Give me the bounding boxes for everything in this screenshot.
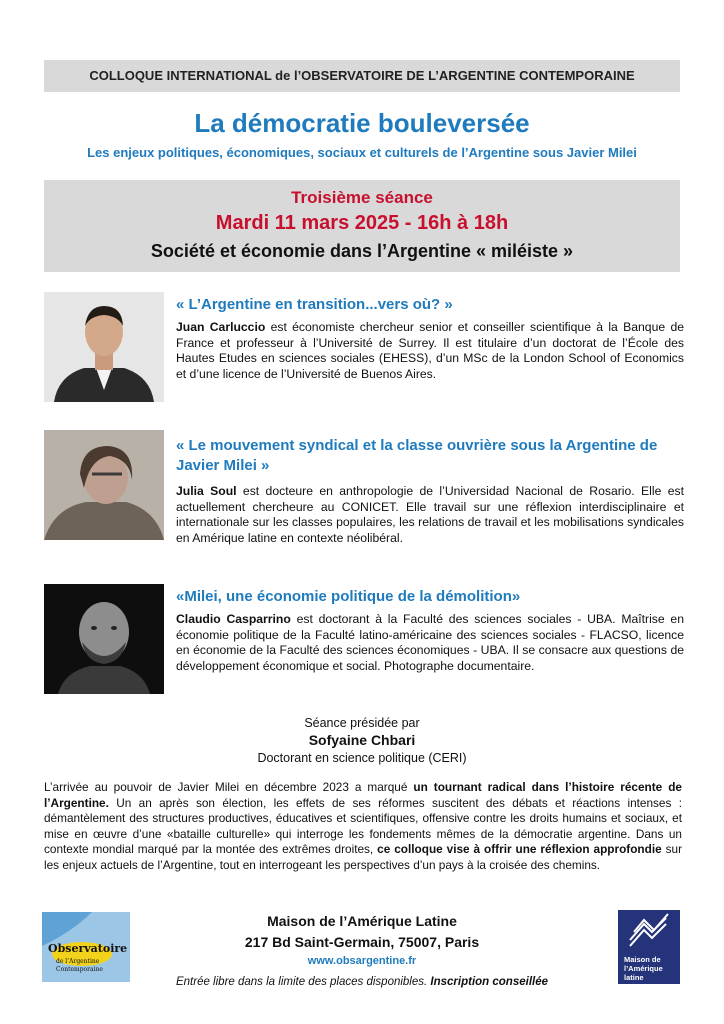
speaker-name-2: Julia Soul — [176, 484, 237, 498]
session-box — [44, 180, 680, 272]
speaker-bio-3 — [176, 612, 684, 674]
talk-title-3: «Milei, une économie politique de la démolition» — [176, 588, 521, 605]
entry-note — [0, 976, 724, 988]
speaker-photo-carluccio — [44, 292, 164, 402]
maison-logo-line2: l’Amérique — [624, 964, 663, 973]
speaker-bio-text-2: est docteure en anthropologie de l’Universidad Nacional de Rosario. Elle est actuellement chercheure au CONICET. Elle travail sur une réflexion interdisciplinaire et internationale sur les classes populaires, les relations de travail et les mobilisations syndicales en Amérique latine en contexte néolibéral. — [176, 484, 684, 545]
speaker-photo-soul — [44, 430, 164, 540]
speaker-name-1: Juan Carluccio — [176, 320, 266, 334]
session-theme: Société et économie dans l’Argentine « miléiste » — [150, 241, 574, 261]
speaker-bio-text-1: est économiste chercheur senior et conseiller scientifique à la Banque de France et professeur à l’Université de Surrey. Il est titulaire d’un doctorat de l’École des Hautes Etudes en sciences sociales (EHESS), d’un MSc de la London School of Economics et d’une licence de l’Université de Buenos Aires. — [176, 320, 684, 381]
speaker-photo-casparrino — [44, 584, 164, 694]
maison-logo-line3: latine — [624, 973, 644, 982]
intro-bold-2: ce colloque vise à offrir une réflexion approfondie — [377, 842, 662, 856]
website-link[interactable]: www.obsargentine.fr — [307, 955, 417, 967]
observatoire-logo-line2: de l’Argentine — [56, 958, 100, 965]
subtitle: Les enjeux politiques, économiques, sociaux et culturels de l’Argentine sous Javier Milei — [87, 145, 637, 160]
registration-note: Inscription conseillée — [430, 976, 548, 988]
intro-text-1: L’arrivée au pouvoir de Javier Milei en décembre 2023 a marqué — [44, 780, 414, 794]
observatoire-logo-line1: Observatoire — [48, 942, 128, 955]
intro-text-2: Un an après son élection, les effets de ses réformes suscitent des débats et réactions intenses : démantèlement des structures productives, éducatives et scientifiques, offensive contre les droits humains et sociaux, et mise en œuvre d’une «bataille culturelle» qui interroge les fondements mêmes de la démocratie argentine. Dans un contexte mondial marqué par la montée des extrêmes droites, — [44, 795, 682, 856]
maison-logo-line1: Maison de — [624, 955, 661, 964]
main-title: La démocratie bouleversée — [194, 108, 530, 138]
venue-name: Maison de l’Amérique Latine — [267, 913, 457, 929]
intro-paragraph — [44, 780, 682, 873]
speaker-bio-text-3: est doctorant à la Faculté des sciences sociales - UBA. Maîtrise en économie politique de la Faculté latino-américaine des sciences sociales - FLACSO, licence en économie de la Faculté des sciences économiques - UBA. Il se consacre aux questions de développement économique et social. Photographe documentaire. — [176, 612, 684, 673]
intro-text-3: sur les enjeux actuels de l’Argentine, tout en interrogeant les perspectives d’un pays à la croisée des chemins. — [44, 842, 683, 872]
session-number: Troisième séance — [291, 188, 433, 207]
colloque-banner: COLLOQUE INTERNATIONAL de l’OBSERVATOIRE DE L’ARGENTINE CONTEMPORAINE — [44, 60, 680, 92]
intro-bold-1: un tournant radical dans l’histoire récente de l’Argentine. — [44, 780, 682, 810]
chair-name: Sofyaine Chbari — [308, 732, 416, 748]
chair-label: Séance présidée par — [304, 716, 420, 730]
observatoire-logo-line3: Contemporaine — [56, 966, 103, 973]
talk-title-2: « Le mouvement syndical et la classe ouvrière sous la Argentine de Javier Milei » — [176, 437, 658, 474]
talk-title-1: « L’Argentine en transition...vers où? » — [176, 296, 453, 313]
chair-role: Doctorant en science politique (CERI) — [257, 751, 467, 765]
session-date: Mardi 11 mars 2025 - 16h à 18h — [215, 212, 509, 234]
entry-note-text: Entrée libre dans la limite des places disponibles. — [175, 976, 431, 988]
speaker-bio-1 — [176, 320, 684, 382]
speaker-bio-2 — [176, 484, 684, 546]
speaker-name-3: Claudio Casparrino — [176, 612, 291, 626]
venue-address: 217 Bd Saint-Germain, 75007, Paris — [244, 934, 480, 950]
